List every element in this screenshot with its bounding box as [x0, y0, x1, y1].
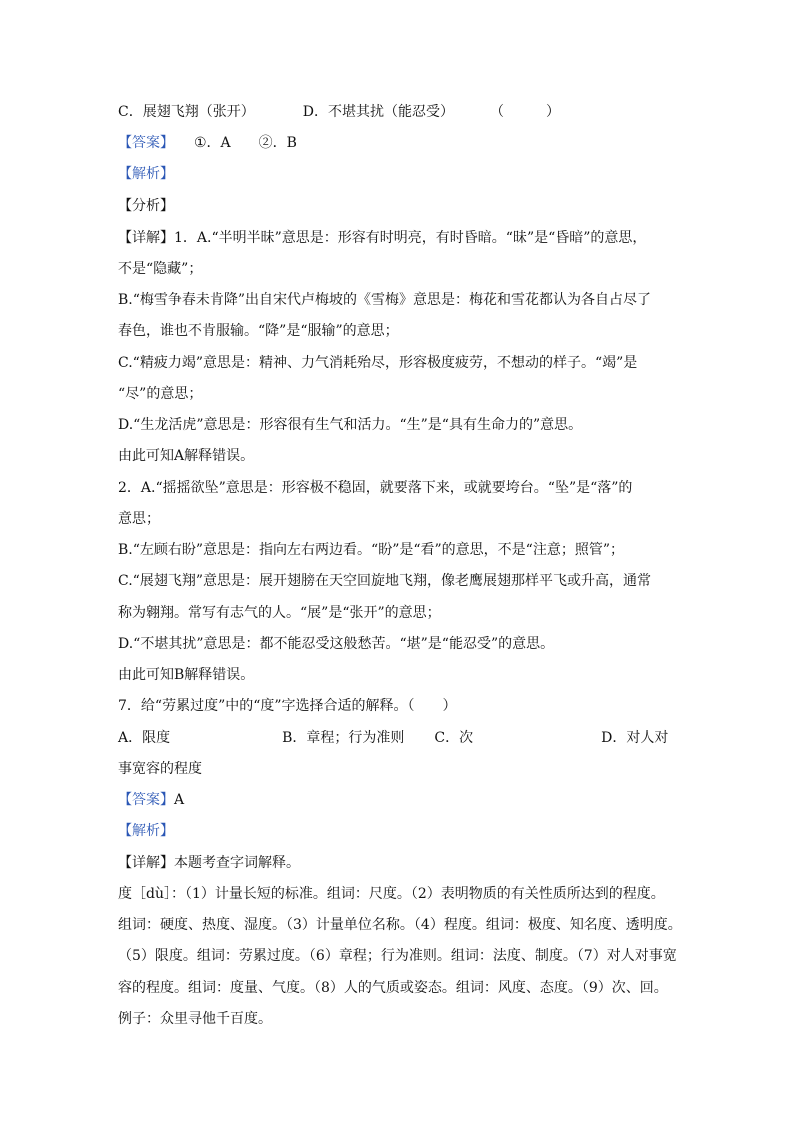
text-line: D.“生龙活虎”意思是：形容很有生气和活力。“生”是“具有生命力的”意思。	[118, 417, 583, 433]
question-7: 7．给“劳累过度”中的“度”字选择合适的解释。（ ）	[118, 698, 457, 714]
option-d: D．对人对	[601, 730, 669, 746]
detail-tag: 【详解】	[118, 855, 174, 871]
text-line: 意思；	[118, 511, 160, 527]
text-line: 度［dù］：（1）计量长短的标准。组词：尺度。（2）表明物质的有关性质所达到的程度。	[118, 886, 665, 902]
answer-value: ①．A ②．B	[194, 135, 297, 151]
option-line-cd	[118, 102, 560, 122]
text-line: 春色，谁也不肯服输。“降”是“服输”的意思；	[118, 323, 399, 339]
text-line: 组词：硬度、热度、湿度。（3）计量单位名称。（4）程度。组词：极度、知名度、透明度。	[118, 917, 682, 933]
detail-para-2	[118, 853, 300, 873]
answer-tag: 【答案】	[118, 792, 174, 808]
options-row	[118, 728, 668, 748]
fenxi-tag: 【分析】	[118, 198, 174, 214]
answer-tag: 【答案】	[118, 135, 174, 151]
text-line: “尽”的意思；	[118, 386, 203, 402]
answer-row-1	[118, 133, 297, 153]
option-c: C．次	[434, 730, 474, 746]
option-c: C．展翅飞翔（张开）	[118, 104, 255, 120]
text-line: 例子：众里寻他千百度。	[118, 1011, 272, 1027]
text-line: 称为翱翔。常写有志气的人。“展”是“张开”的意思；	[118, 605, 441, 621]
analysis-tag: 【解析】	[118, 166, 174, 182]
text-line: C.“展翅飞翔”意思是：展开翅膀在天空回旋地飞翔，像老鹰展翅那样平飞或升高，通常	[118, 573, 651, 589]
option-d-continued: 事宽容的程度	[118, 761, 202, 777]
text-line: 不是“隐藏”；	[118, 261, 203, 277]
option-d: D．不堪其扰（能忍受）	[302, 104, 454, 120]
text-line: （5）限度。组词：劳累过度。（6）章程；行为准则。组词：法度、制度。（7）对人对事宽	[118, 948, 677, 964]
text-line: 由此可知A解释错误。	[118, 448, 255, 464]
answer-value: A	[174, 792, 185, 808]
detail-text: 1．A.“半明半昧”意思是：形容有时明亮，有时昏暗。“昧”是“昏暗”的意思，	[174, 230, 647, 246]
answer-bracket: （ ）	[489, 104, 560, 120]
answer-row-2	[118, 790, 184, 810]
text-line: B.“梅雪争春未肯降”出自宋代卢梅坡的《雪梅》意思是：梅花和雪花都认为各自占尽了	[118, 292, 652, 308]
text-line: C.“精疲力竭”意思是：精神、力气消耗殆尽，形容极度疲劳，不想动的样子。“竭”是	[118, 355, 638, 371]
option-a: A．限度	[118, 730, 171, 746]
detail-text: 本题考查字词解释。	[174, 855, 300, 871]
analysis-tag: 【解析】	[118, 823, 174, 839]
text-line: B.“左顾右盼”意思是：指向左右两边看。“盼”是“看”的意思，不是“注意；照管”；	[118, 542, 624, 558]
text-line: 由此可知B解释错误。	[118, 667, 255, 683]
text-line: 2．A.“摇摇欲坠”意思是：形容极不稳固，就要落下来，或就要垮台。“坠”是“落”的	[118, 480, 633, 496]
detail-para-1	[118, 228, 646, 248]
detail-tag: 【详解】	[118, 230, 174, 246]
text-line: D.“不堪其扰”意思是：都不能忍受这般愁苦。“堪”是“能忍受”的意思。	[118, 636, 555, 652]
option-b: B．章程；行为准则	[282, 730, 405, 746]
text-line: 容的程度。组词：度量、气度。（8）人的气质或姿态。组词：风度、态度。（9）次、回。	[118, 980, 668, 996]
